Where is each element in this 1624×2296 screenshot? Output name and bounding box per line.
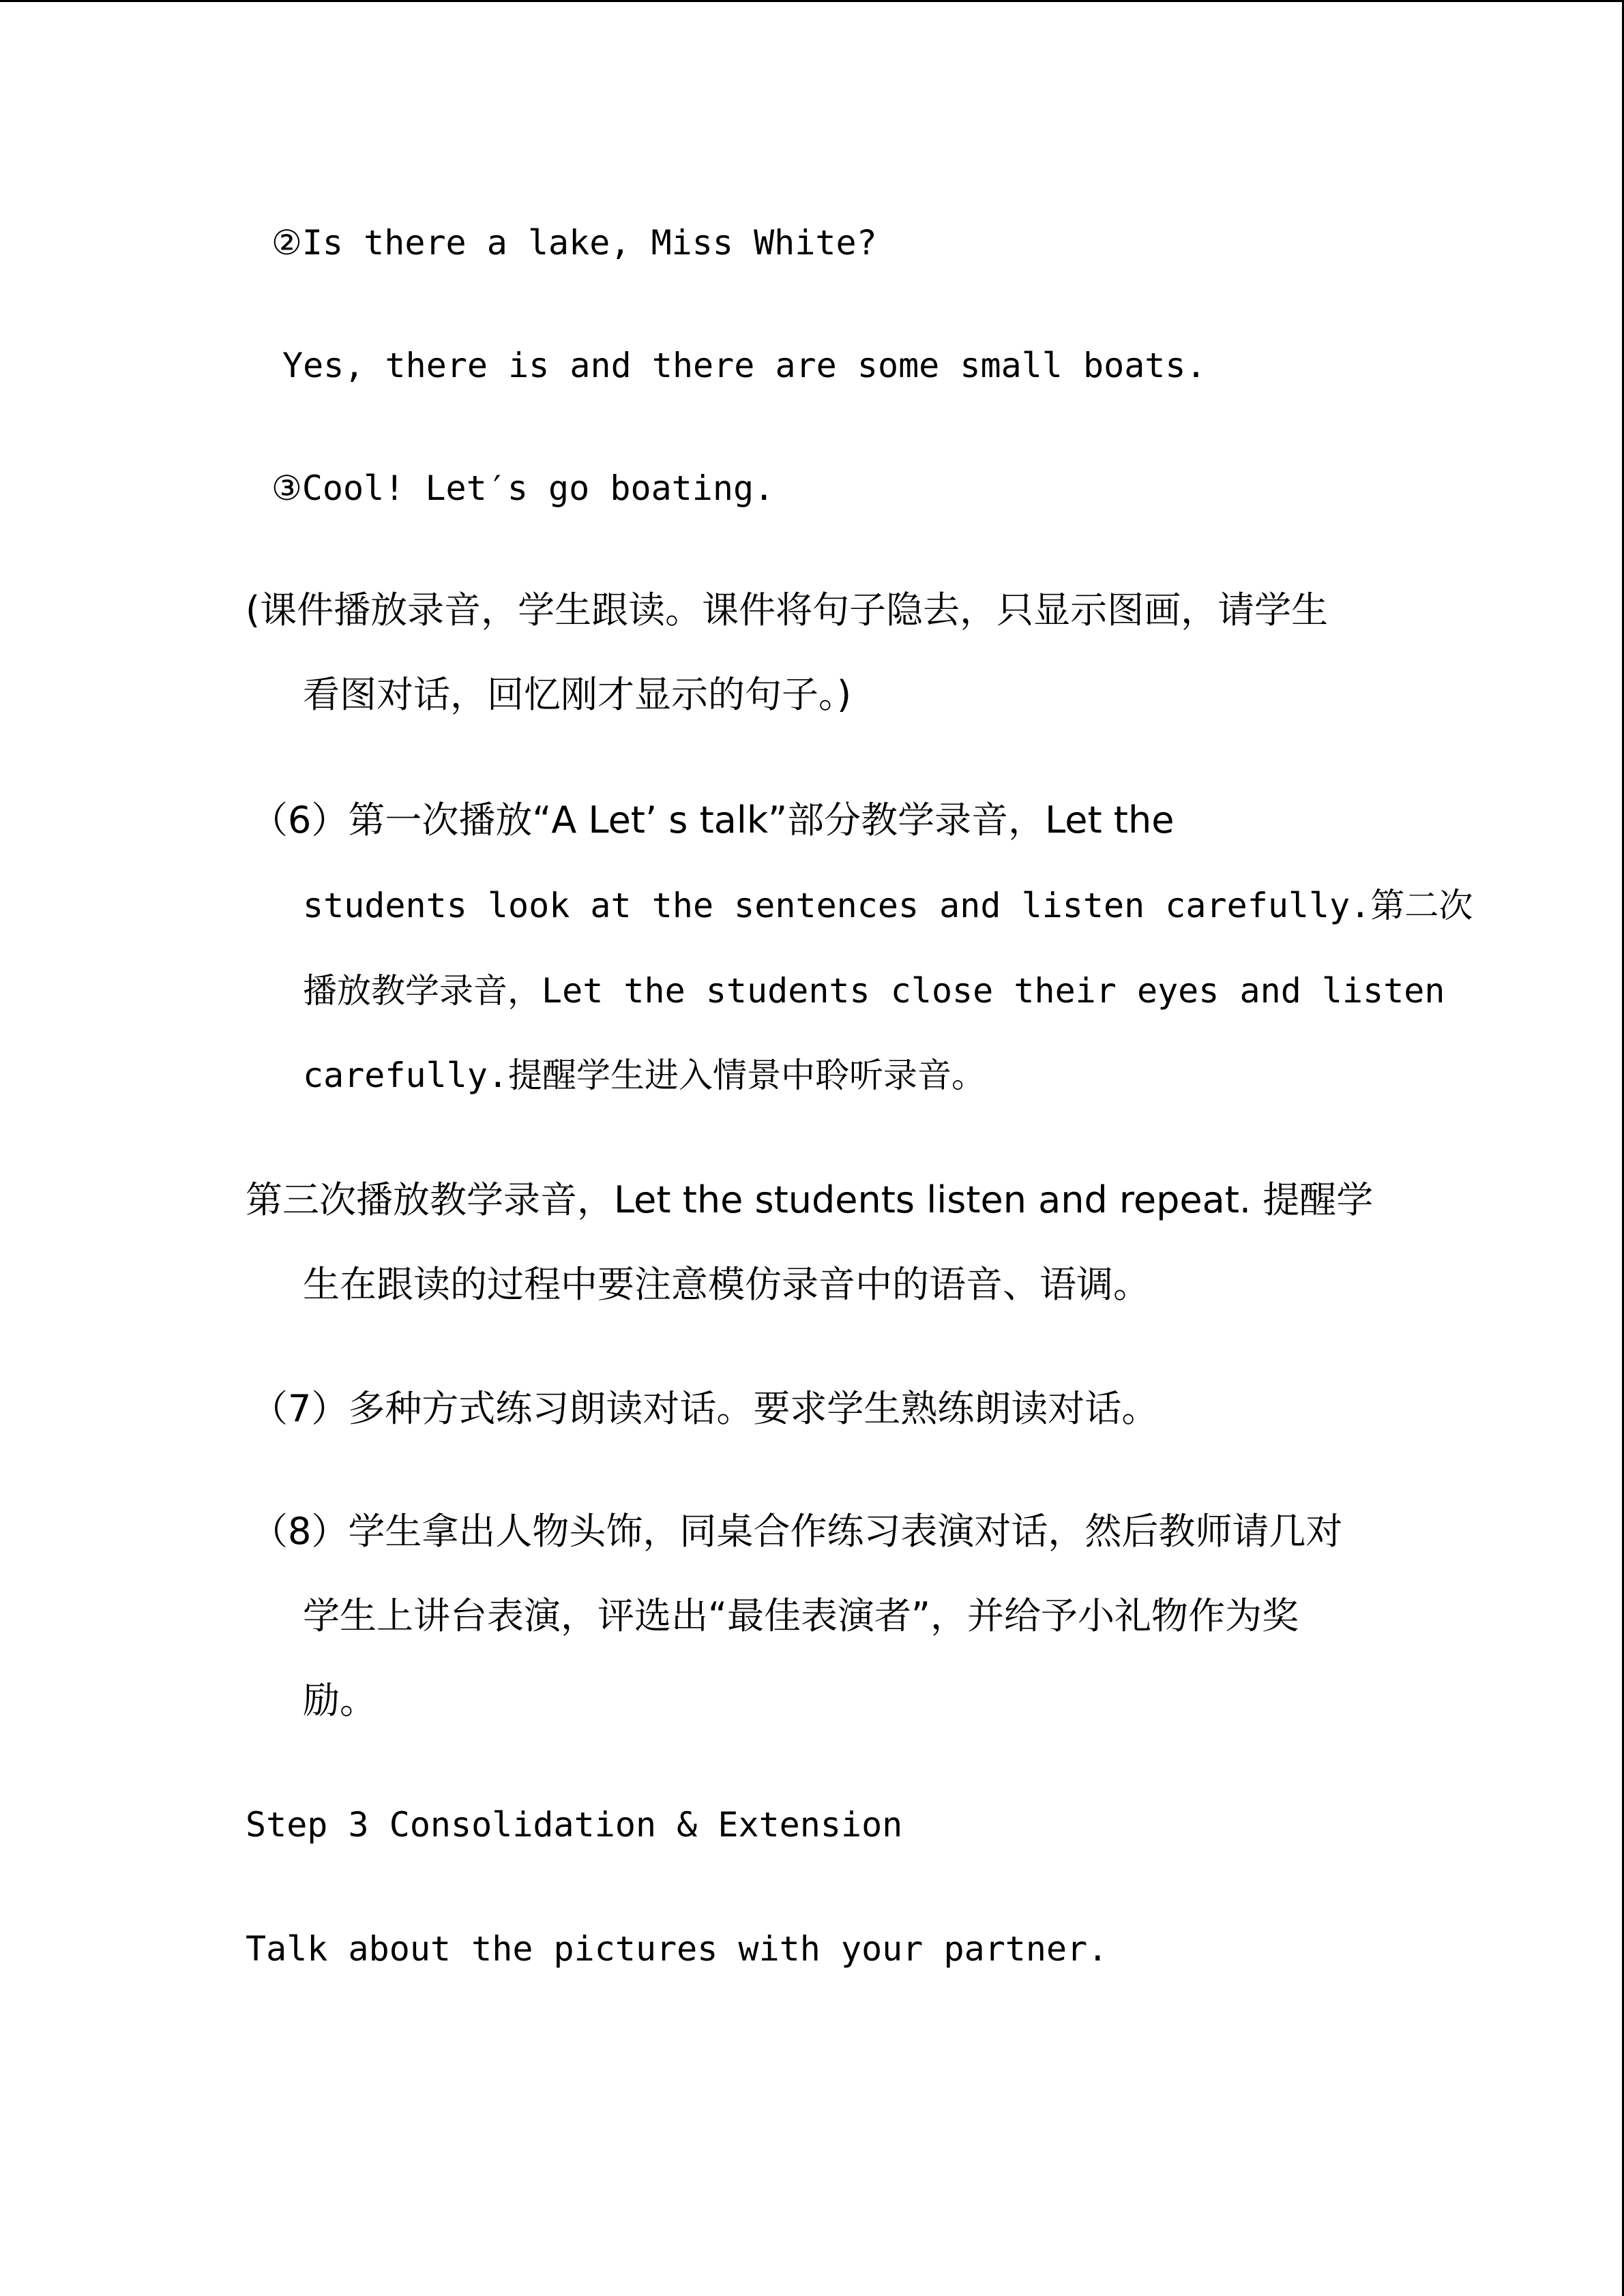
dialogue-line-2-question: ②Is there a lake, Miss White?: [271, 223, 877, 263]
step-3-heading: Step 3 Consolidation & Extension: [246, 1805, 903, 1845]
partner-talk-instruction: Talk about the pictures with your partner.: [246, 1929, 1108, 1969]
step-6-cont-3: carefully.提醒学生进入情景中聆听录音。: [303, 1056, 986, 1095]
step-8-performance-cont-1: 学生上讲台表演，评选出“最佳表演者”，并给予小礼物作为奖: [303, 1594, 1299, 1637]
third-play-instruction: 第三次播放教学录音，Let the students listen and repeat. 提醒学: [246, 1178, 1374, 1221]
courseware-instruction: (课件播放录音，学生跟读。课件将句子隐去，只显示图画，请学生: [246, 588, 1329, 631]
step-7-reading-practice: （7）多种方式练习朗读对话。要求学生熟练朗读对话。: [251, 1387, 1159, 1430]
step-8-performance-cont-2: 励。: [303, 1679, 377, 1722]
dialogue-line-3: ③Cool! Let′s go boating.: [271, 468, 775, 508]
third-play-instruction-cont: 生在跟读的过程中要注意模仿录音中的语音、语调。: [303, 1263, 1150, 1306]
step-6-first-play: （6）第一次播放“A Let’ s talk”部分教学录音，Let the: [251, 799, 1175, 841]
step-8-performance: （8）学生拿出人物头饰，同桌合作练习表演对话，然后教师请几对: [251, 1510, 1343, 1553]
step-6-cont-2: 播放教学录音，Let the students close their eyes and listen: [303, 971, 1445, 1011]
courseware-instruction-cont: 看图对话，回忆刚才显示的句子。): [303, 673, 852, 716]
step-6-cont-1: students look at the sentences and listen carefully.第二次: [303, 886, 1473, 925]
dialogue-line-2-answer: Yes, there is and there are some small boats.: [282, 346, 1207, 385]
